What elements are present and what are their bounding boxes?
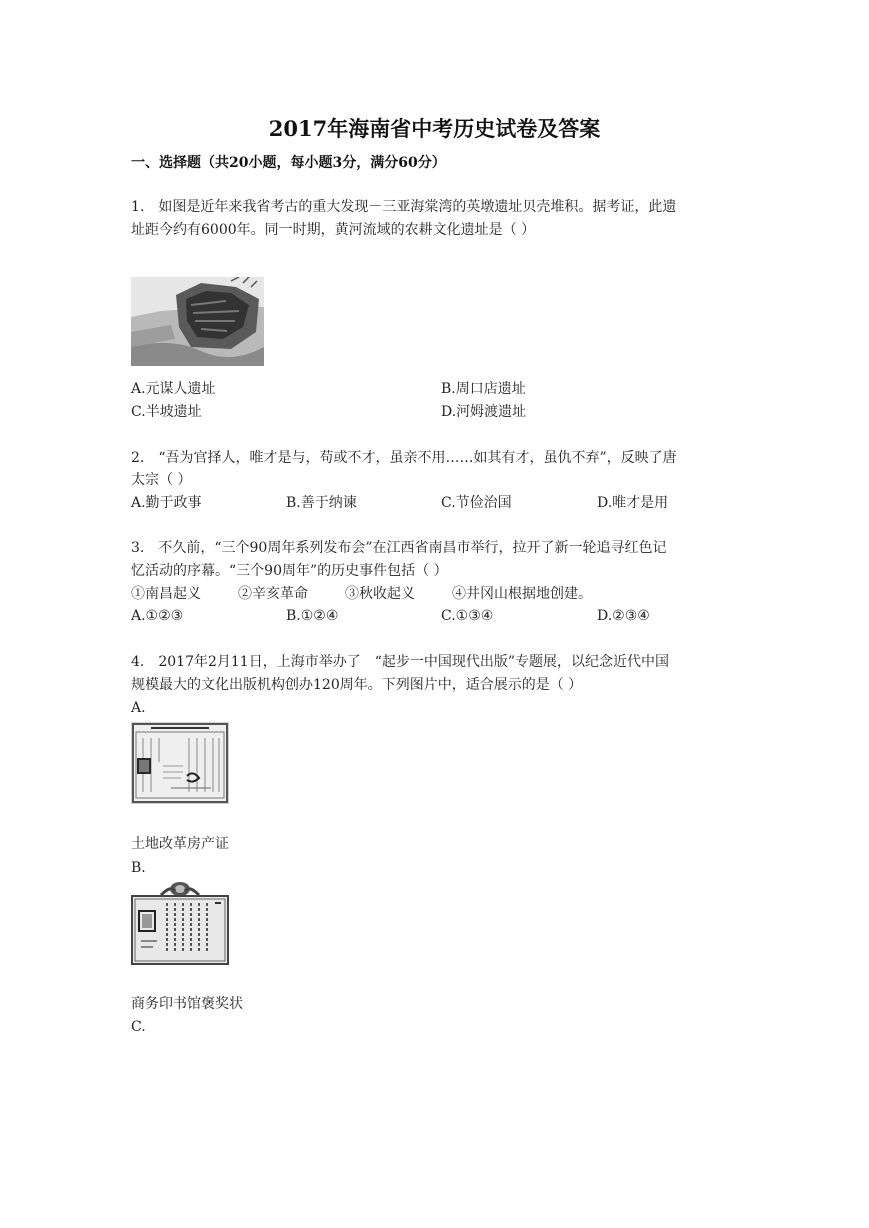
- q1-option-d: D.河姆渡遗址: [441, 404, 527, 420]
- q2-option-c: C.节俭治国: [441, 495, 512, 511]
- q4-option-c-label: C.: [131, 1019, 146, 1035]
- q3-text-line2: 忆活动的序幕。“三个90周年”的历史事件包括（ ）: [131, 563, 448, 579]
- q1-text-line2: 址距今约有6000年。同一时期，黄河流域的农耕文化遗址是（ ）: [131, 222, 536, 238]
- q1-option-c: C.半坡遗址: [131, 404, 202, 420]
- q3-event-1: ①南昌起义: [131, 586, 201, 602]
- q4-option-a-caption: 土地改革房产证: [131, 836, 229, 852]
- q2-option-b: B.善于纳谏: [286, 495, 357, 511]
- q4-option-a-label: A.: [131, 700, 146, 716]
- q3-option-b: B.①②④: [286, 608, 339, 624]
- q4-text-line1: 4. 2017年2月11日，上海市举办了 “起步一中国现代出版”专题展，以纪念近代中国: [131, 654, 670, 670]
- q2-text-line2: 太宗（ ）: [131, 472, 192, 488]
- q3-text-line1: 3. 不久前，“三个90周年系列发布会”在江西省南昌市举行，拉开了新一轮追寻红色记: [131, 540, 667, 556]
- page-title: 2017年海南省中考历史试卷及答案: [268, 116, 601, 141]
- q4-option-b-label: B.: [131, 860, 146, 876]
- q3-option-a: A.①②③: [131, 608, 184, 624]
- section-heading: 一、选择题（共20小题，每小题3分，满分60分）: [131, 155, 446, 171]
- shell-midden-photo: [131, 277, 264, 366]
- q3-event-3: ③秋收起义: [345, 586, 415, 602]
- q3-event-2: ②辛亥革命: [238, 586, 308, 602]
- q2-option-a: A.勤于政事: [131, 495, 202, 511]
- land-deed-image: [131, 722, 229, 804]
- q3-event-4: ④井冈山根据地创建。: [452, 586, 592, 602]
- q4-option-b-caption: 商务印书馆褒奖状: [131, 996, 243, 1012]
- q1-option-b: B.周口店遗址: [441, 381, 526, 397]
- q2-text-line1: 2. “吾为官择人，唯才是与，苟或不才，虽亲不用……如其有才，虽仇不弃”，反映了唐: [131, 450, 677, 466]
- q4-text-line2: 规模最大的文化出版机构创办120周年。下列图片中，适合展示的是（ ）: [131, 677, 583, 693]
- q2-option-d: D.唯才是用: [597, 495, 669, 511]
- q1-text-line1: 1. 如图是近年来我省考古的重大发现－三亚海棠湾的英墩遗址贝壳堆积。据考证，此遗: [131, 199, 677, 215]
- q3-option-d: D.②③④: [597, 608, 650, 624]
- commercial-press-award-image: [131, 881, 229, 966]
- q3-option-c: C.①③④: [441, 608, 494, 624]
- q1-option-a: A.元谋人遗址: [131, 381, 216, 397]
